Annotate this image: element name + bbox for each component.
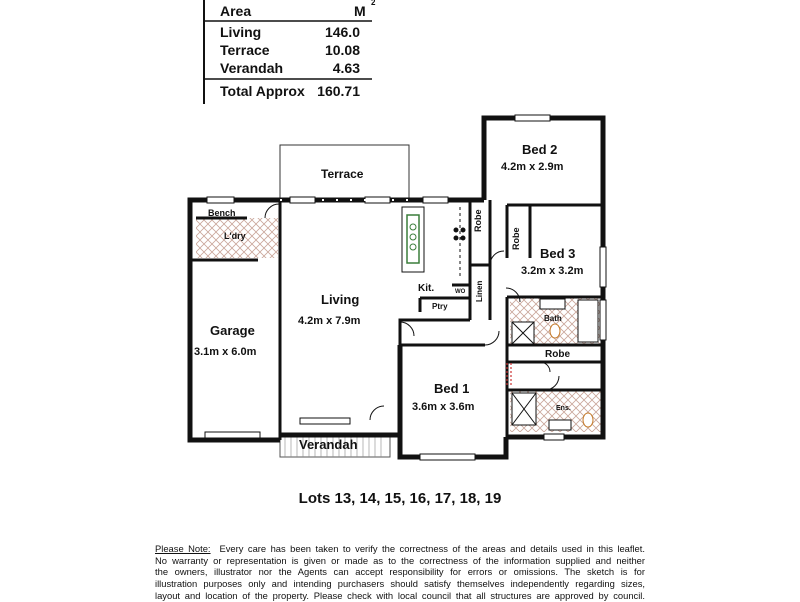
area-row-label: Terrace — [220, 42, 270, 58]
bed2-label: Bed 2 — [522, 142, 558, 157]
terrace-label: Terrace — [321, 167, 364, 181]
area-row-label: Verandah — [220, 60, 284, 76]
area-total-label: Total Approx — [220, 83, 305, 99]
laundry-label: L'dry — [224, 231, 246, 241]
area-row-label: Living — [220, 24, 262, 40]
bath-label: Bath — [544, 314, 562, 323]
living-dims: 4.2m x 7.9m — [298, 315, 361, 327]
area-header-label: Area — [220, 3, 252, 19]
living-label: Living — [321, 292, 360, 307]
lots-heading: Lots 13, 14, 15, 16, 17, 18, 19 — [298, 490, 502, 507]
disclaimer-line-4: illustration purposes only and intending purchasers should satisfy themselves independently regarding sizes, — [155, 578, 645, 590]
area-row-value: 146.0 — [324, 24, 360, 40]
disclaimer-line-5: layout and location of the property. Please check with local council that all structures are approved by council. — [155, 589, 645, 601]
bed2-dims: 4.2m x 2.9m — [501, 161, 564, 173]
garage-label: Garage — [210, 323, 255, 338]
disclaimer-text: Every care has been taken to verify the correctness of the areas and details used in this leaflet. — [219, 543, 645, 554]
bed1-label: Bed 1 — [434, 381, 470, 396]
disclaimer-line-2: No warranty or representation is given or made as to the correctness of the information supplied and neither — [155, 554, 645, 566]
area-header-superscript: 2 — [371, 0, 376, 7]
disclaimer-line-3: the owners, illustrator nor the Agents can accept responsibility for errors or omissions. The sketch is for — [155, 566, 645, 578]
linen-label: Linen — [475, 280, 484, 302]
garage-dims: 3.1m x 6.0m — [194, 346, 257, 358]
disclaimer-line-1 — [155, 543, 645, 555]
area-row-value: 4.63 — [332, 60, 360, 76]
disclaimer-label: Please Note: — [155, 543, 211, 554]
bench-label: Bench — [208, 208, 236, 218]
pantry-label: Ptry — [432, 302, 448, 311]
disclaimer — [155, 543, 645, 602]
bed1-dims: 3.6m x 3.6m — [412, 401, 475, 413]
wo-label: WO — [455, 289, 466, 295]
bed3-dims: 3.2m x 3.2m — [521, 265, 584, 277]
area-header-unit: M — [354, 3, 366, 19]
bed3-label: Bed 3 — [540, 246, 576, 261]
robe-label-a: Robe — [473, 209, 483, 232]
robe-label-b: Robe — [511, 227, 521, 250]
area-row-value: 10.08 — [324, 42, 360, 58]
ensuite-label: Ens. — [556, 405, 571, 412]
kitchen-label: Kit. — [418, 283, 435, 294]
robe-label-c: Robe — [545, 349, 570, 360]
area-total-value: 160.71 — [317, 83, 360, 99]
verandah-label: Verandah — [299, 437, 358, 452]
kitchen-fittings — [402, 207, 465, 278]
